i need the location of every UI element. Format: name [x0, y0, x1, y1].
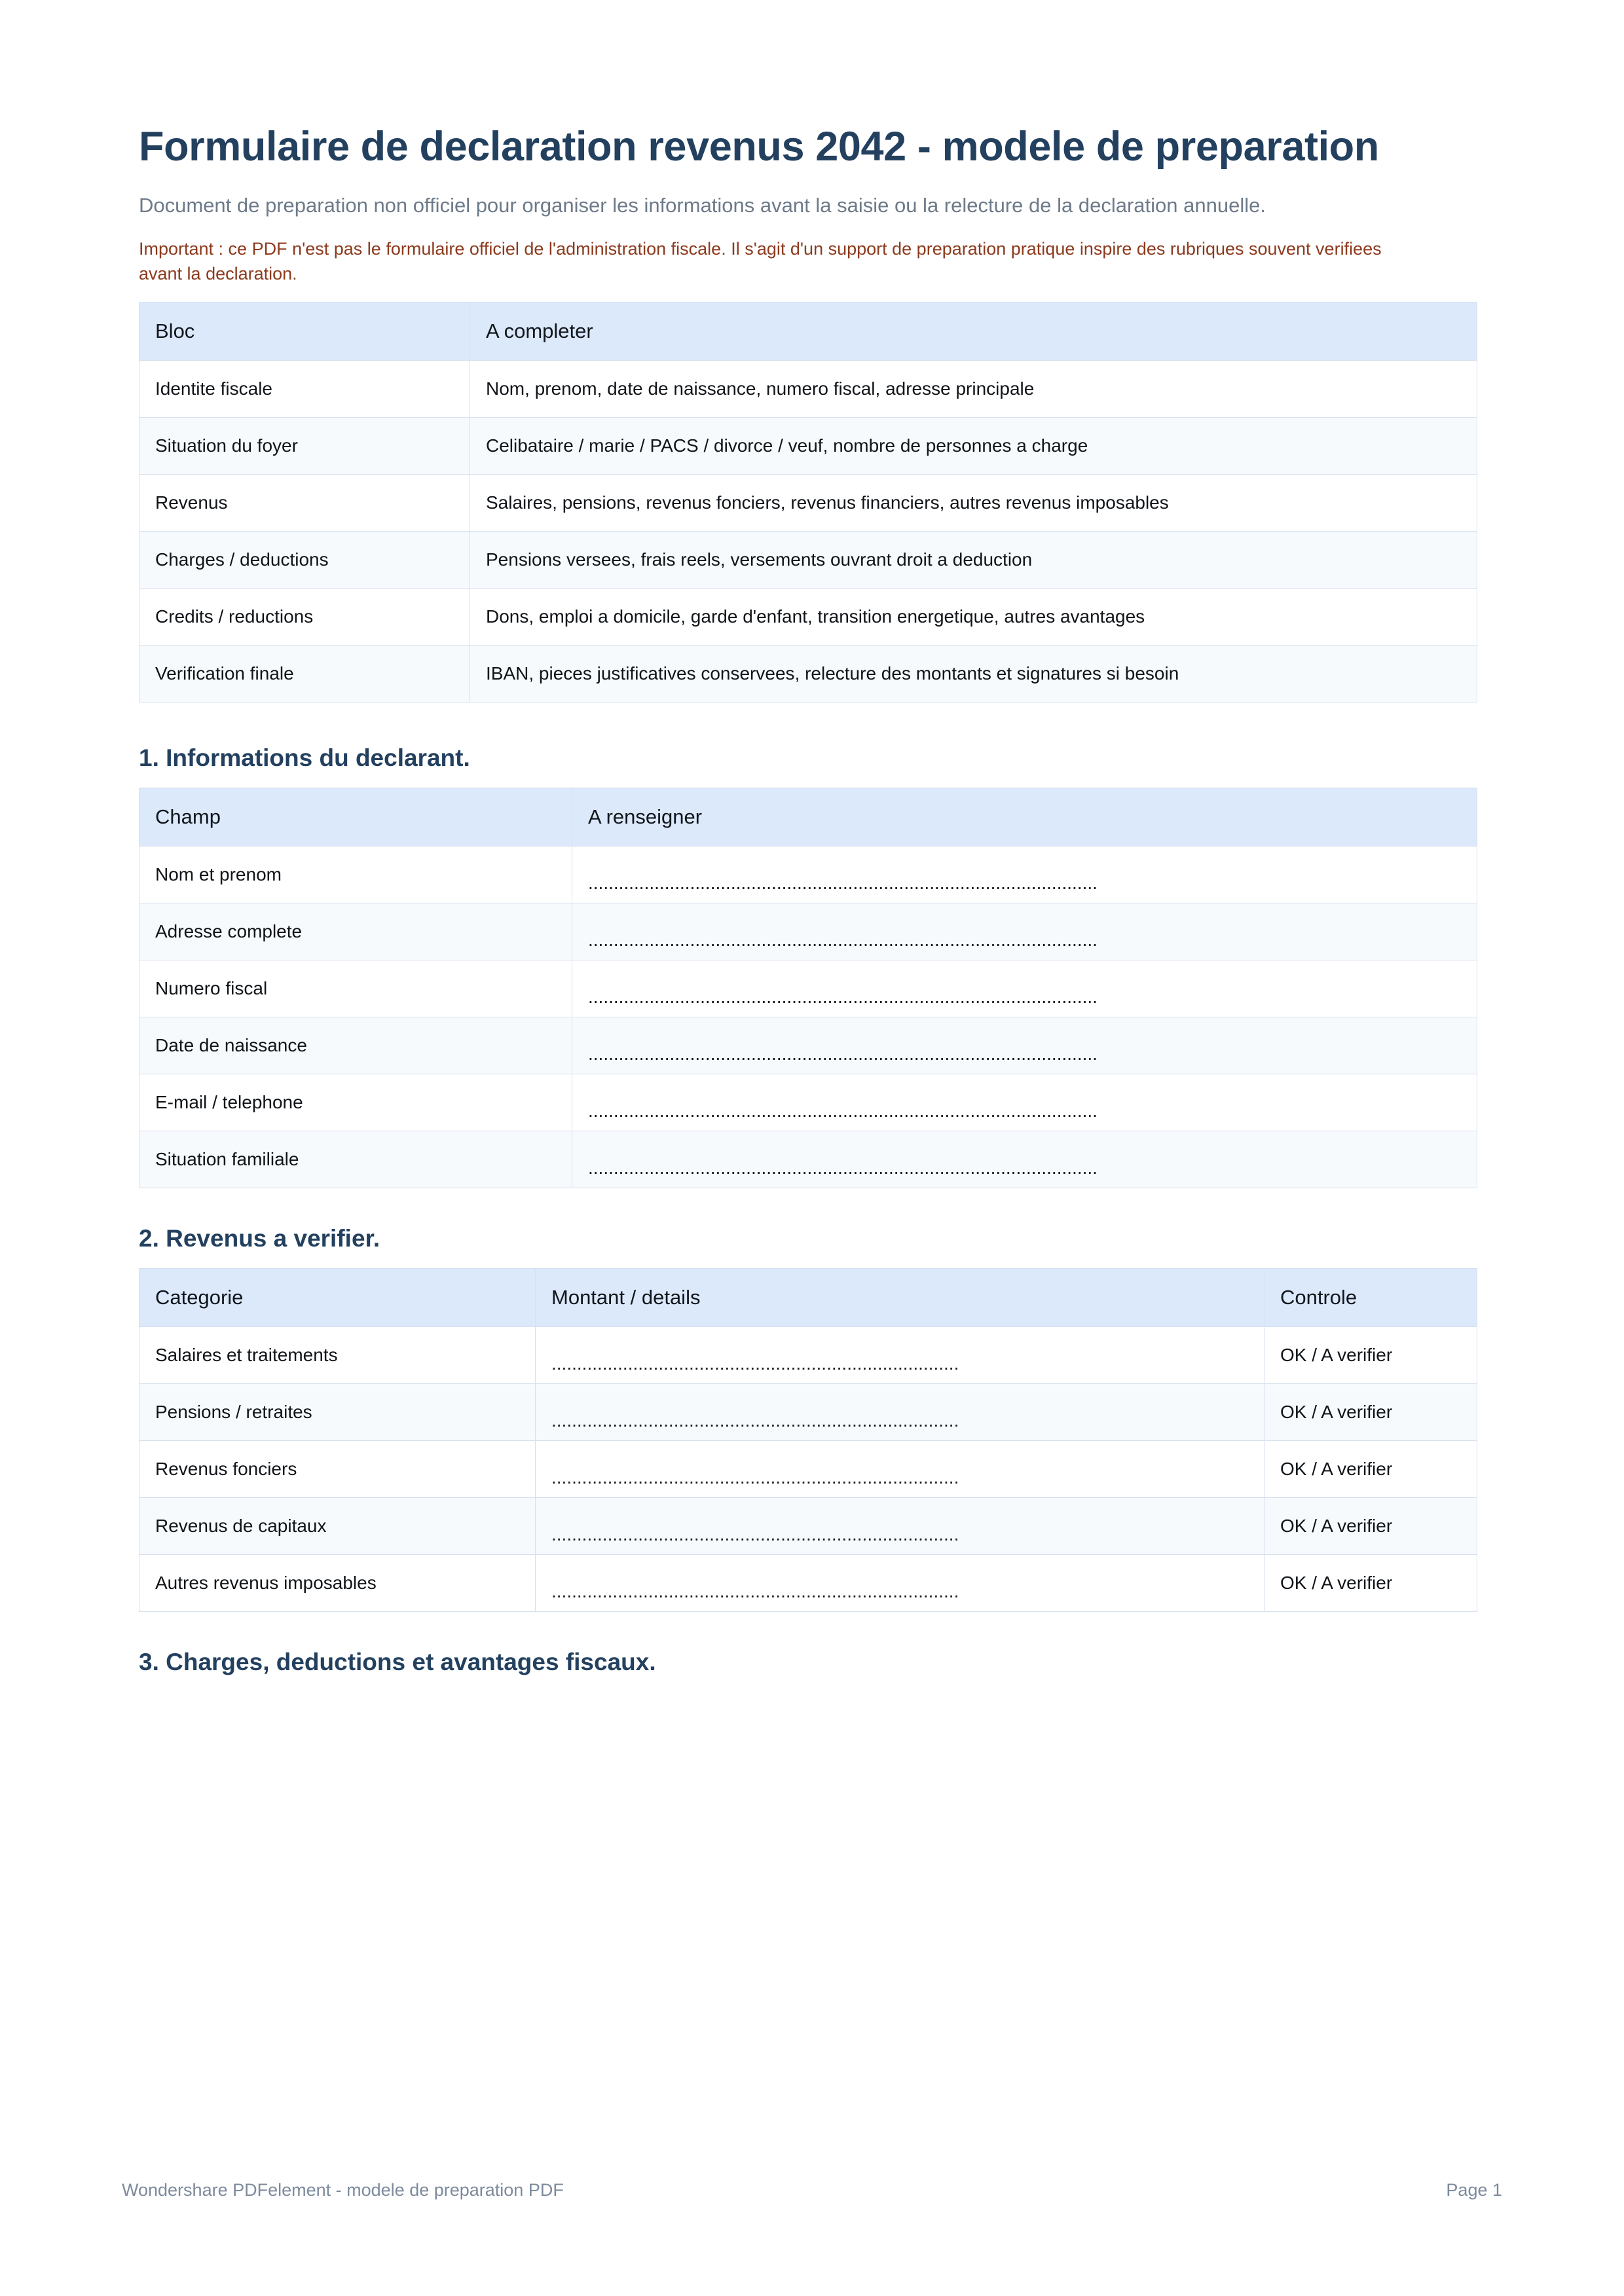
dotted-fill: .................................................................................................... [588, 987, 1098, 1008]
column-header-a-renseigner: A renseigner [572, 788, 1477, 847]
revenus-table-body [139, 1327, 1477, 1612]
dotted-fill: .................................................................................................... [588, 1101, 1098, 1121]
cell-fill-line[interactable] [572, 1074, 1477, 1131]
dotted-fill: ................................................................................ [551, 1410, 959, 1431]
column-header-bloc: Bloc [139, 302, 470, 361]
cell-bloc: Revenus [139, 475, 470, 532]
dotted-fill: .................................................................................................... [588, 873, 1098, 894]
section-heading-3: 3. Charges, deductions et avantages fiscaux. [139, 1649, 656, 1676]
declarant-table-body [139, 847, 1477, 1188]
cell-fill-line[interactable] [572, 1131, 1477, 1188]
page-title: Formulaire de declaration revenus 2042 - modele de preparation [139, 124, 1379, 170]
page-content [139, 123, 1477, 1692]
page-subtitle: Document de preparation non officiel pour organiser les informations avant la saisie ou la relecture de la declaration annuelle. [139, 193, 1266, 217]
table-row [139, 903, 1477, 960]
dotted-fill: ................................................................................ [551, 1524, 959, 1545]
column-header-controle: Controle [1264, 1269, 1477, 1327]
important-notice: Important : ce PDF n'est pas le formulaire officiel de l'administration fiscale. Il s'agit d'un support de preparation pratique inspire des rubriques souvent verifiees avant la declaration. [139, 238, 1382, 283]
page-footer [122, 2180, 1502, 2200]
footer-left-text: Wondershare PDFelement - modele de preparation PDF [122, 2180, 564, 2200]
column-header-categorie: Categorie [139, 1269, 536, 1327]
cell-fill-line[interactable] [572, 903, 1477, 960]
overview-table-body [139, 361, 1477, 702]
cell-bloc: Verification finale [139, 646, 470, 702]
declarant-table [139, 788, 1477, 1188]
cell-bloc: Credits / reductions [139, 589, 470, 646]
table-row [139, 1498, 1477, 1555]
table-row [139, 418, 1477, 475]
table-row [139, 1017, 1477, 1074]
cell-controle[interactable]: OK / A verifier [1264, 1498, 1477, 1555]
cell-champ: Situation familiale [139, 1131, 572, 1188]
cell-categorie: Revenus fonciers [139, 1441, 536, 1498]
cell-controle[interactable]: OK / A verifier [1264, 1327, 1477, 1384]
revenus-table [139, 1268, 1477, 1612]
cell-controle[interactable]: OK / A verifier [1264, 1441, 1477, 1498]
cell-categorie: Autres revenus imposables [139, 1555, 536, 1612]
cell-a-completer: Nom, prenom, date de naissance, numero fiscal, adresse principale [470, 361, 1477, 418]
cell-champ: Adresse complete [139, 903, 572, 960]
table-row [139, 960, 1477, 1017]
table-header-row [139, 788, 1477, 847]
dotted-fill: ................................................................................ [551, 1467, 959, 1488]
table-row [139, 1074, 1477, 1131]
dotted-fill: .................................................................................................... [588, 1157, 1098, 1178]
cell-a-completer: Dons, emploi a domicile, garde d'enfant, transition energetique, autres avantages [470, 589, 1477, 646]
cell-controle[interactable]: OK / A verifier [1264, 1555, 1477, 1612]
cell-bloc: Charges / deductions [139, 532, 470, 589]
cell-fill-line[interactable] [536, 1441, 1264, 1498]
table-row [139, 1327, 1477, 1384]
cell-categorie: Revenus de capitaux [139, 1498, 536, 1555]
table-row [139, 646, 1477, 702]
cell-a-completer: IBAN, pieces justificatives conservees, relecture des montants et signatures si besoin [470, 646, 1477, 702]
table-header-row [139, 1269, 1477, 1327]
table-row [139, 847, 1477, 903]
column-header-a-completer: A completer [470, 302, 1477, 361]
footer-page-number: Page 1 [1446, 2180, 1502, 2200]
cell-a-completer: Pensions versees, frais reels, versements ouvrant droit a deduction [470, 532, 1477, 589]
table-row [139, 1384, 1477, 1441]
cell-champ: Nom et prenom [139, 847, 572, 903]
table-row [139, 475, 1477, 532]
cell-bloc: Situation du foyer [139, 418, 470, 475]
cell-a-completer: Salaires, pensions, revenus fonciers, revenus financiers, autres revenus imposables [470, 475, 1477, 532]
dotted-fill: .................................................................................................... [588, 930, 1098, 951]
table-row [139, 589, 1477, 646]
table-row [139, 1131, 1477, 1188]
section-heading-2: 2. Revenus a verifier. [139, 1225, 380, 1252]
table-row [139, 361, 1477, 418]
table-header-row [139, 302, 1477, 361]
section-heading-1: 1. Informations du declarant. [139, 744, 470, 772]
cell-categorie: Pensions / retraites [139, 1384, 536, 1441]
dotted-fill: .................................................................................................... [588, 1044, 1098, 1065]
column-header-montant-details: Montant / details [536, 1269, 1264, 1327]
cell-controle[interactable]: OK / A verifier [1264, 1384, 1477, 1441]
cell-bloc: Identite fiscale [139, 361, 470, 418]
cell-champ: E-mail / telephone [139, 1074, 572, 1131]
cell-fill-line[interactable] [572, 847, 1477, 903]
cell-fill-line[interactable] [536, 1498, 1264, 1555]
cell-fill-line[interactable] [572, 960, 1477, 1017]
cell-fill-line[interactable] [536, 1384, 1264, 1441]
table-row [139, 1441, 1477, 1498]
cell-a-completer: Celibataire / marie / PACS / divorce / veuf, nombre de personnes a charge [470, 418, 1477, 475]
table-row [139, 532, 1477, 589]
cell-categorie: Salaires et traitements [139, 1327, 536, 1384]
overview-table [139, 302, 1477, 702]
dotted-fill: ................................................................................ [551, 1353, 959, 1374]
column-header-champ: Champ [139, 788, 572, 847]
cell-fill-line[interactable] [572, 1017, 1477, 1074]
cell-champ: Date de naissance [139, 1017, 572, 1074]
cell-champ: Numero fiscal [139, 960, 572, 1017]
table-row [139, 1555, 1477, 1612]
dotted-fill: ................................................................................ [551, 1581, 959, 1602]
cell-fill-line[interactable] [536, 1555, 1264, 1612]
cell-fill-line[interactable] [536, 1327, 1264, 1384]
